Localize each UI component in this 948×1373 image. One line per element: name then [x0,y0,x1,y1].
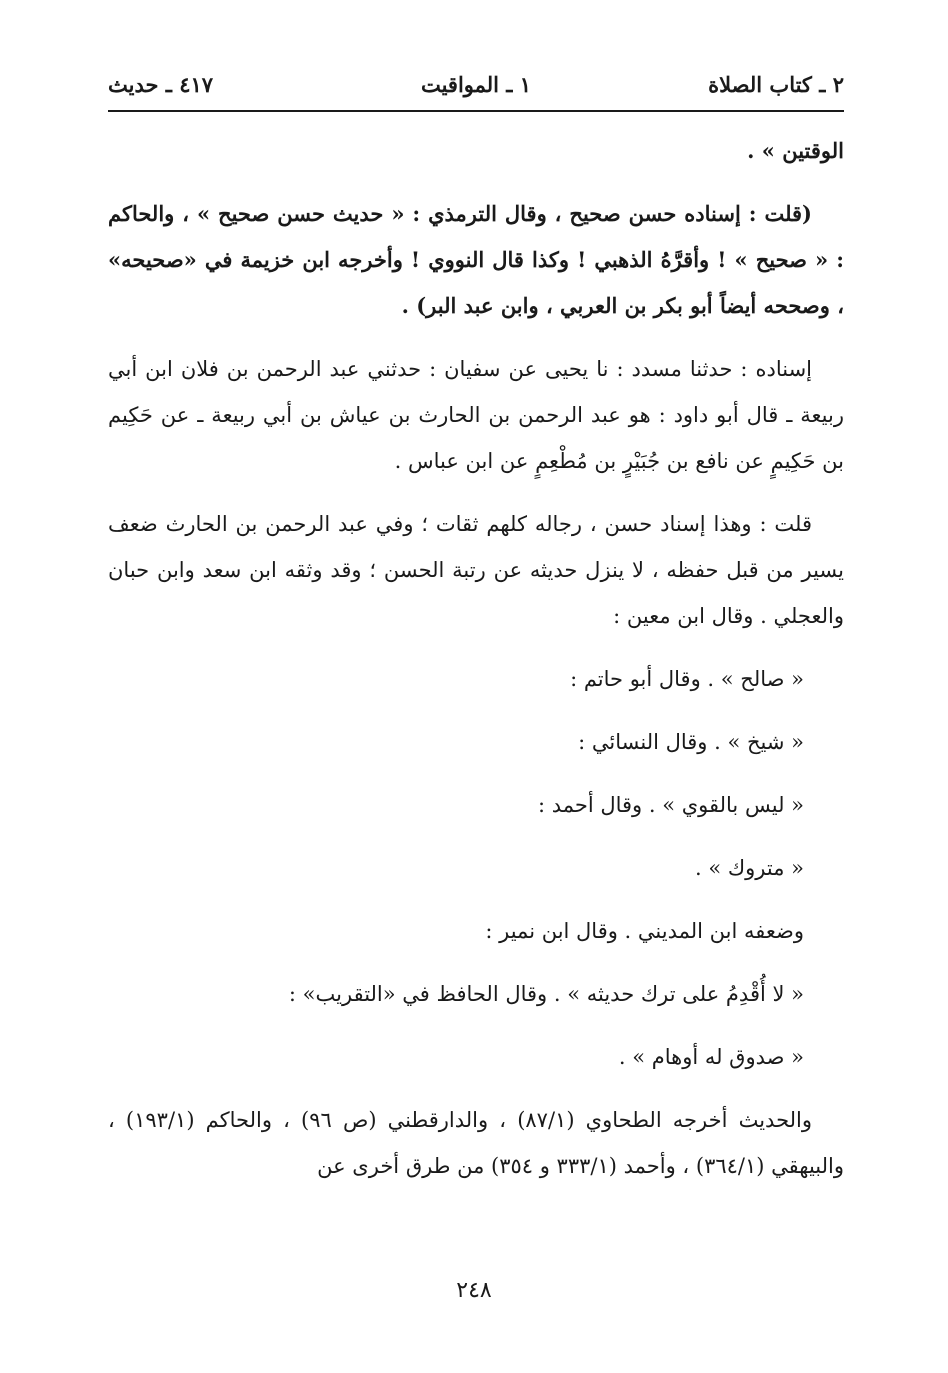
quote-line: « لا أُقْدِمُ على ترك حديثه » . وقال الحافظ في «التقريب» : [288,982,804,1006]
quote-line: « صدوق له أوهام » . [618,1045,804,1069]
quote-line: وضعفه ابن المديني . وقال ابن نمير : [485,919,804,943]
paragraph-takhrij: والحديث أخرجه الطحاوي (٨٧/١) ، والدارقطني (ص ٩٦) ، والحاكم (١٩٣/١) ، والبيهقي (٣٦٤/١) ، وأحمد (٣٣٣/١ و ٣٥٤) من طرق أخرى عن [108,1108,844,1178]
header-chapter-title: ١ ـ المواقيت [420,72,532,97]
header-book-title: ٢ ـ كتاب الصلاة [708,72,844,97]
header-hadith-number: ٤١٧ ـ حديث [108,72,214,97]
header-rule [108,110,844,112]
quote-line: « متروك » . [694,856,804,880]
quote-line: « ليس بالقوي » . وقال أحمد : [537,793,804,817]
quote-line: « صالح » . وقال أبو حاتم : [570,667,804,691]
paragraph-commentary: قلت : وهذا إسناد حسن ، رجاله كلهم ثقات ؛ وفي عبد الرحمن بن الحارث ضعف يسير من قبل حفظه ، لا ينزل حديثه عن رتبة الحسن ؛ وقد وثقه ابن سعد وابن حبان والعجلي . وقال ابن معين : [108,512,844,628]
paragraph-grading: (قلت : إسناده حسن صحيح ، وقال الترمذي : « حديث حسن صحيح » ، والحاكم : « صحيح » ! وأقرَّهُ الذهبي ! وكذا قال النووي ! وأخرجه ابن خزيمة في «صحيحه» ، وصححه أيضاً أبو بكر بن العربي ، وابن عبد البر) . [108,201,844,318]
page-body [108,128,844,1206]
page-number: ٢٤٨ [456,1278,492,1303]
paragraph-continuation: الوقتين » . [747,138,844,163]
quote-line: « شيخ » . وقال النسائي : [578,730,804,754]
paragraph-isnad: إسناده : حدثنا مسدد : نا يحيى عن سفيان : حدثني عبد الرحمن بن فلان ابن أبي ربيعة ـ قال أبو داود : هو عبد الرحمن بن الحارث بن عياش بن أبي ربيعة ـ عن حَكِيم بن حَكِيمٍ عن نافع بن جُبَيْرٍ بن مُطْعِمٍ عن ابن عباس . [108,357,844,473]
running-header [108,72,844,106]
